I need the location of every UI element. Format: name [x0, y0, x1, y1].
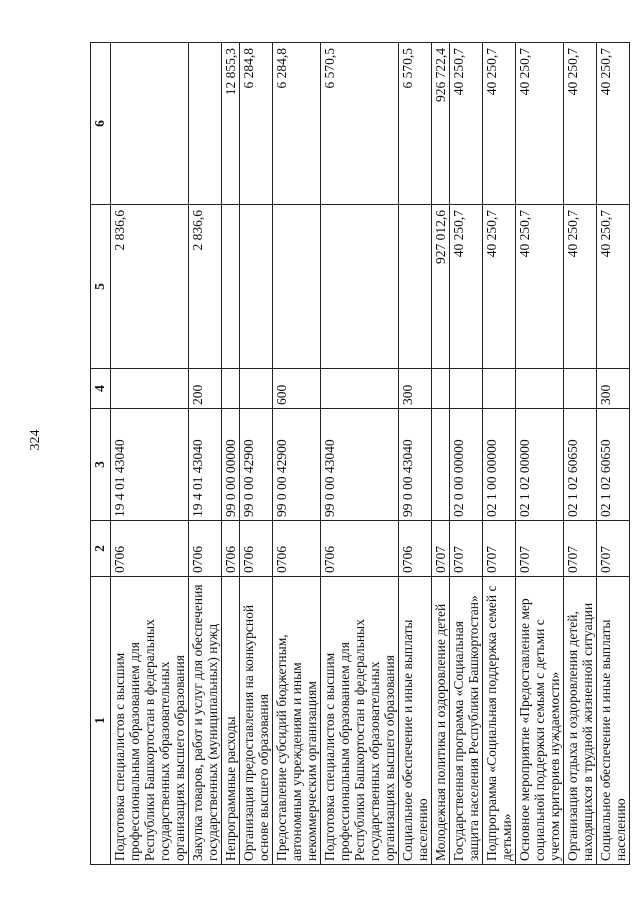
- row-expense-type: 300: [399, 369, 432, 409]
- table-row: [564, 43, 597, 865]
- row-section: 0706: [222, 521, 240, 577]
- row-amount-1: 40 250,7: [516, 205, 564, 369]
- row-name: Закупка товаров, работ и услуг для обеспечения государственных (муниципальных) нужд: [189, 577, 222, 865]
- budget-table: [90, 42, 630, 865]
- row-section: 0707: [564, 521, 597, 577]
- row-amount-2: 40 250,7: [597, 43, 630, 205]
- row-section: 0706: [189, 521, 222, 577]
- budget-table-container: [90, 43, 628, 865]
- header-col-1: 1: [91, 577, 111, 865]
- row-amount-1: 927 012,6: [432, 205, 450, 369]
- row-expense-type: [450, 369, 483, 409]
- row-name: Молодежная политика и оздоровление детей: [432, 577, 450, 865]
- row-section: 0707: [450, 521, 483, 577]
- table-row: [450, 43, 483, 865]
- row-amount-2: 6 284,8: [240, 43, 273, 205]
- table-row: [516, 43, 564, 865]
- row-name: Организация отдыха и оздоровления детей, находящихся в трудной жизненной ситуации: [564, 577, 597, 865]
- row-amount-1: [273, 205, 321, 369]
- row-amount-1: 2 836,6: [111, 205, 189, 369]
- table-row: [399, 43, 432, 865]
- row-target-article: 99 0 00 42900: [273, 409, 321, 521]
- row-expense-type: [222, 369, 240, 409]
- row-section: 0707: [597, 521, 630, 577]
- table-row: [222, 43, 240, 865]
- row-target-article: 02 0 00 00000: [450, 409, 483, 521]
- row-name: Социальное обеспечение и иные выплаты населению: [597, 577, 630, 865]
- table-row: [432, 43, 450, 865]
- row-amount-2: 40 250,7: [450, 43, 483, 205]
- row-name: Основное мероприятие «Предоставление мер социальной поддержки семьям с детьми с учетом критериев нуждаемости»: [516, 577, 564, 865]
- table-row: [240, 43, 273, 865]
- row-name: Государственная программа «Социальная защита населения Республики Башкортостан»: [450, 577, 483, 865]
- row-amount-2: 6 570,5: [399, 43, 432, 205]
- row-expense-type: [564, 369, 597, 409]
- row-expense-type: [240, 369, 273, 409]
- row-amount-1: 40 250,7: [564, 205, 597, 369]
- header-col-5: 5: [91, 205, 111, 369]
- table-row: [189, 43, 222, 865]
- row-section: 0706: [273, 521, 321, 577]
- row-amount-1: 2 836,6: [189, 205, 222, 369]
- row-target-article: 99 0 00 42900: [240, 409, 273, 521]
- row-target-article: 02 1 00 00000: [483, 409, 516, 521]
- row-name: Предоставление субсидий бюджетным, автономным учреждениям и иным некоммерческим организациям: [273, 577, 321, 865]
- page-number: 324: [28, 429, 43, 451]
- header-col-3: 3: [91, 409, 111, 521]
- row-section: 0706: [111, 521, 189, 577]
- row-amount-2: 12 855,3: [222, 43, 240, 205]
- row-amount-2: 926 722,4: [432, 43, 450, 205]
- row-section: 0707: [432, 521, 450, 577]
- row-amount-1: [222, 205, 240, 369]
- row-amount-1: 40 250,7: [483, 205, 516, 369]
- row-section: 0707: [516, 521, 564, 577]
- row-section: 0706: [240, 521, 273, 577]
- row-target-article: 19 4 01 43040: [111, 409, 189, 521]
- row-amount-2: 6 284,8: [273, 43, 321, 205]
- row-amount-2: 40 250,7: [564, 43, 597, 205]
- row-amount-1: [240, 205, 273, 369]
- row-section: 0706: [399, 521, 432, 577]
- header-col-2: 2: [91, 521, 111, 577]
- row-target-article: 99 0 00 43040: [321, 409, 399, 521]
- row-amount-1: 40 250,7: [597, 205, 630, 369]
- table-row: [111, 43, 189, 865]
- header-col-4: 4: [91, 369, 111, 409]
- header-col-6: 6: [91, 43, 111, 205]
- row-amount-2: [189, 43, 222, 205]
- row-name: Подпрограмма «Социальная поддержка семей с детьми»: [483, 577, 516, 865]
- row-target-article: 99 0 00 43040: [399, 409, 432, 521]
- row-section: 0707: [483, 521, 516, 577]
- row-expense-type: 300: [597, 369, 630, 409]
- row-section: 0706: [321, 521, 399, 577]
- row-amount-2: [111, 43, 189, 205]
- row-target-article: 02 1 02 60650: [597, 409, 630, 521]
- table-row: [483, 43, 516, 865]
- row-name: Непрограммные расходы: [222, 577, 240, 865]
- header-row: [91, 43, 111, 865]
- table-row: [321, 43, 399, 865]
- table-row: [597, 43, 630, 865]
- row-name: Организация предоставления на конкурсной основе высшего образования: [240, 577, 273, 865]
- row-amount-1: 40 250,7: [450, 205, 483, 369]
- row-amount-2: 40 250,7: [516, 43, 564, 205]
- row-name: Социальное обеспечение и иные выплаты населению: [399, 577, 432, 865]
- table-row: [273, 43, 321, 865]
- row-expense-type: [321, 369, 399, 409]
- row-expense-type: 600: [273, 369, 321, 409]
- row-expense-type: [483, 369, 516, 409]
- row-expense-type: 200: [189, 369, 222, 409]
- row-amount-1: [321, 205, 399, 369]
- row-target-article: 19 4 01 43040: [189, 409, 222, 521]
- row-amount-2: 6 570,5: [321, 43, 399, 205]
- row-target-article: 02 1 02 00000: [516, 409, 564, 521]
- row-amount-1: [399, 205, 432, 369]
- row-target-article: [432, 409, 450, 521]
- row-expense-type: [516, 369, 564, 409]
- row-target-article: 99 0 00 00000: [222, 409, 240, 521]
- row-expense-type: [432, 369, 450, 409]
- row-name: Подготовка специалистов с высшим профессиональным образованием для Республики Башкортостан в федеральных государственных образовательных организациях высшего образования: [321, 577, 399, 865]
- row-target-article: 02 1 02 60650: [564, 409, 597, 521]
- row-name: Подготовка специалистов с высшим профессиональным образованием для Республики Башкортостан в федеральных государственных образовательных организациях высшего образования: [111, 577, 189, 865]
- row-expense-type: [111, 369, 189, 409]
- row-amount-2: 40 250,7: [483, 43, 516, 205]
